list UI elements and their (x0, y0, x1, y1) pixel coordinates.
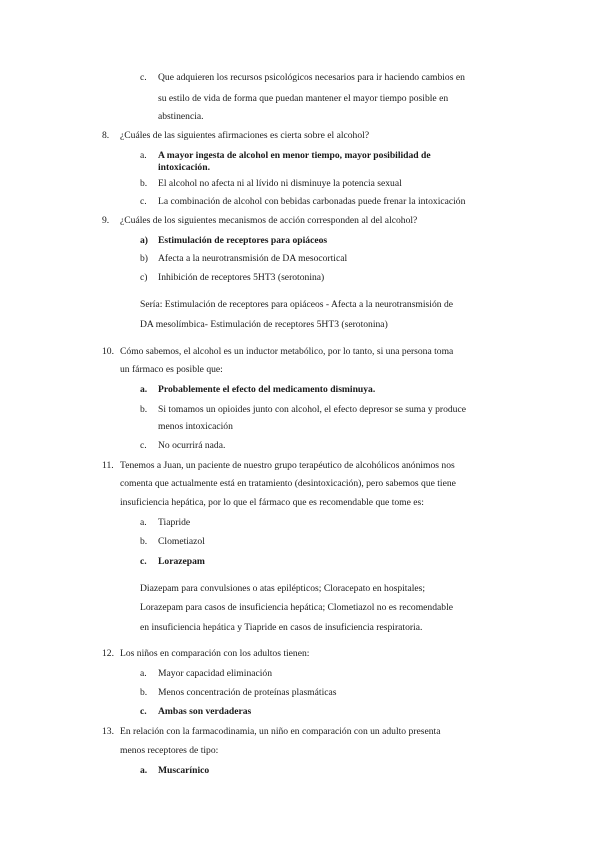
option-letter: a. (140, 517, 147, 528)
option-letter: c. (140, 440, 147, 451)
explanation-note: Sería: Estimulación de receptores para opiáceos - Afecta a la neurotransmisión de (140, 299, 454, 310)
question-text: comenta que actualmente está en tratamiento (desintoxicación), pero sabemos que tiene (120, 478, 456, 489)
question-text: un fármaco es posible que: (120, 364, 223, 375)
correct-answer: Probablemente el efecto del medicamento disminuya. (158, 384, 376, 395)
option-letter: b. (140, 687, 148, 698)
correct-answer: Estimulación de receptores para opiáceos (158, 235, 328, 246)
option-letter: b) (140, 253, 148, 264)
option-letter: b. (140, 178, 148, 189)
option-text: Inhibición de receptores 5HT3 (serotonina) (158, 272, 325, 283)
question-number: 11. (102, 460, 114, 471)
option-text: Menos concentración de proteínas plasmáticas (158, 687, 337, 698)
explanation-note: en insuficiencia hepática y Tiapride en casos de insuficiencia respiratoria. (140, 622, 423, 633)
question-number: 8. (102, 130, 110, 141)
question-number: 10. (102, 346, 114, 357)
option-letter: c. (140, 196, 147, 207)
question-text: Los niños en comparación con los adultos tienen: (120, 648, 310, 659)
correct-answer: intoxicación. (158, 162, 210, 173)
option-letter: c) (140, 272, 148, 283)
question-number: 9. (102, 215, 110, 226)
option-text: El alcohol no afecta ni al lívido ni disminuye la potencia sexual (158, 178, 402, 189)
question-text: insuficiencia hepática, por lo que el fármaco que es recomendable que tome es: (120, 497, 424, 508)
explanation-note: Lorazepam para casos de insuficiencia hepática; Clometiazol no es recomendable (140, 602, 453, 613)
option-letter: b. (140, 536, 148, 547)
option-text: Que adquieren los recursos psicológicos necesarios para ir haciendo cambios en (158, 72, 465, 83)
option-letter: a) (140, 235, 148, 246)
option-letter: a. (140, 150, 147, 161)
correct-answer: Lorazepam (158, 556, 205, 567)
option-letter: a. (140, 765, 148, 776)
question-text: menos receptores de tipo: (120, 745, 219, 756)
question-text: ¿Cuáles de los siguientes mecanismos de acción corresponden al del alcohol? (120, 215, 418, 226)
correct-answer: A mayor ingesta de alcohol en menor tiempo, mayor posibilidad de (158, 150, 431, 161)
option-text: su estilo de vida de forma que puedan mantener el mayor tiempo posible en (158, 93, 449, 104)
question-text: En relación con la farmacodinamia, un niño en comparación con un adulto presenta (120, 726, 441, 737)
option-letter: a. (140, 384, 148, 395)
explanation-note: DA mesolímbica- Estimulación de receptores 5HT3 (serotonina) (140, 319, 388, 330)
question-text: Cómo sabemos, el alcohol es un inductor metabólico, por lo tanto, si una persona toma (120, 346, 454, 357)
option-text: Mayor capacidad eliminación (158, 668, 273, 679)
option-letter: c. (140, 72, 147, 83)
option-letter: c. (140, 706, 147, 717)
correct-answer: Muscarínico (158, 765, 210, 776)
option-text: No ocurrirá nada. (158, 440, 226, 451)
option-text: Tiapride (158, 517, 191, 528)
option-text: Afecta a la neurotransmisión de DA mesocortical (158, 253, 348, 264)
explanation-note: Diazepam para convulsiones o atas epilépticos; Cloracepato en hospitales; (140, 583, 426, 594)
option-text: menos intoxicación (158, 421, 233, 432)
option-letter: b. (140, 404, 148, 415)
question-number: 13. (102, 726, 114, 737)
option-text: La combinación de alcohol con bebidas carbonadas puede frenar la intoxicación (158, 196, 466, 207)
option-letter: a. (140, 668, 147, 679)
option-text: Si tomamos un opioides junto con alcohol, el efecto depresor se suma y produce (158, 404, 466, 415)
option-text: abstinencia. (158, 111, 204, 122)
question-text: Tenemos a Juan, un paciente de nuestro grupo terapéutico de alcohólicos anónimos nos (120, 460, 455, 471)
correct-answer: Ambas son verdaderas (158, 706, 252, 717)
question-text: ¿Cuáles de las siguientes afirmaciones es cierta sobre el alcohol? (120, 130, 370, 141)
option-text: Clometiazol (158, 536, 205, 547)
option-letter: c. (140, 556, 147, 567)
question-number: 12. (102, 648, 114, 659)
